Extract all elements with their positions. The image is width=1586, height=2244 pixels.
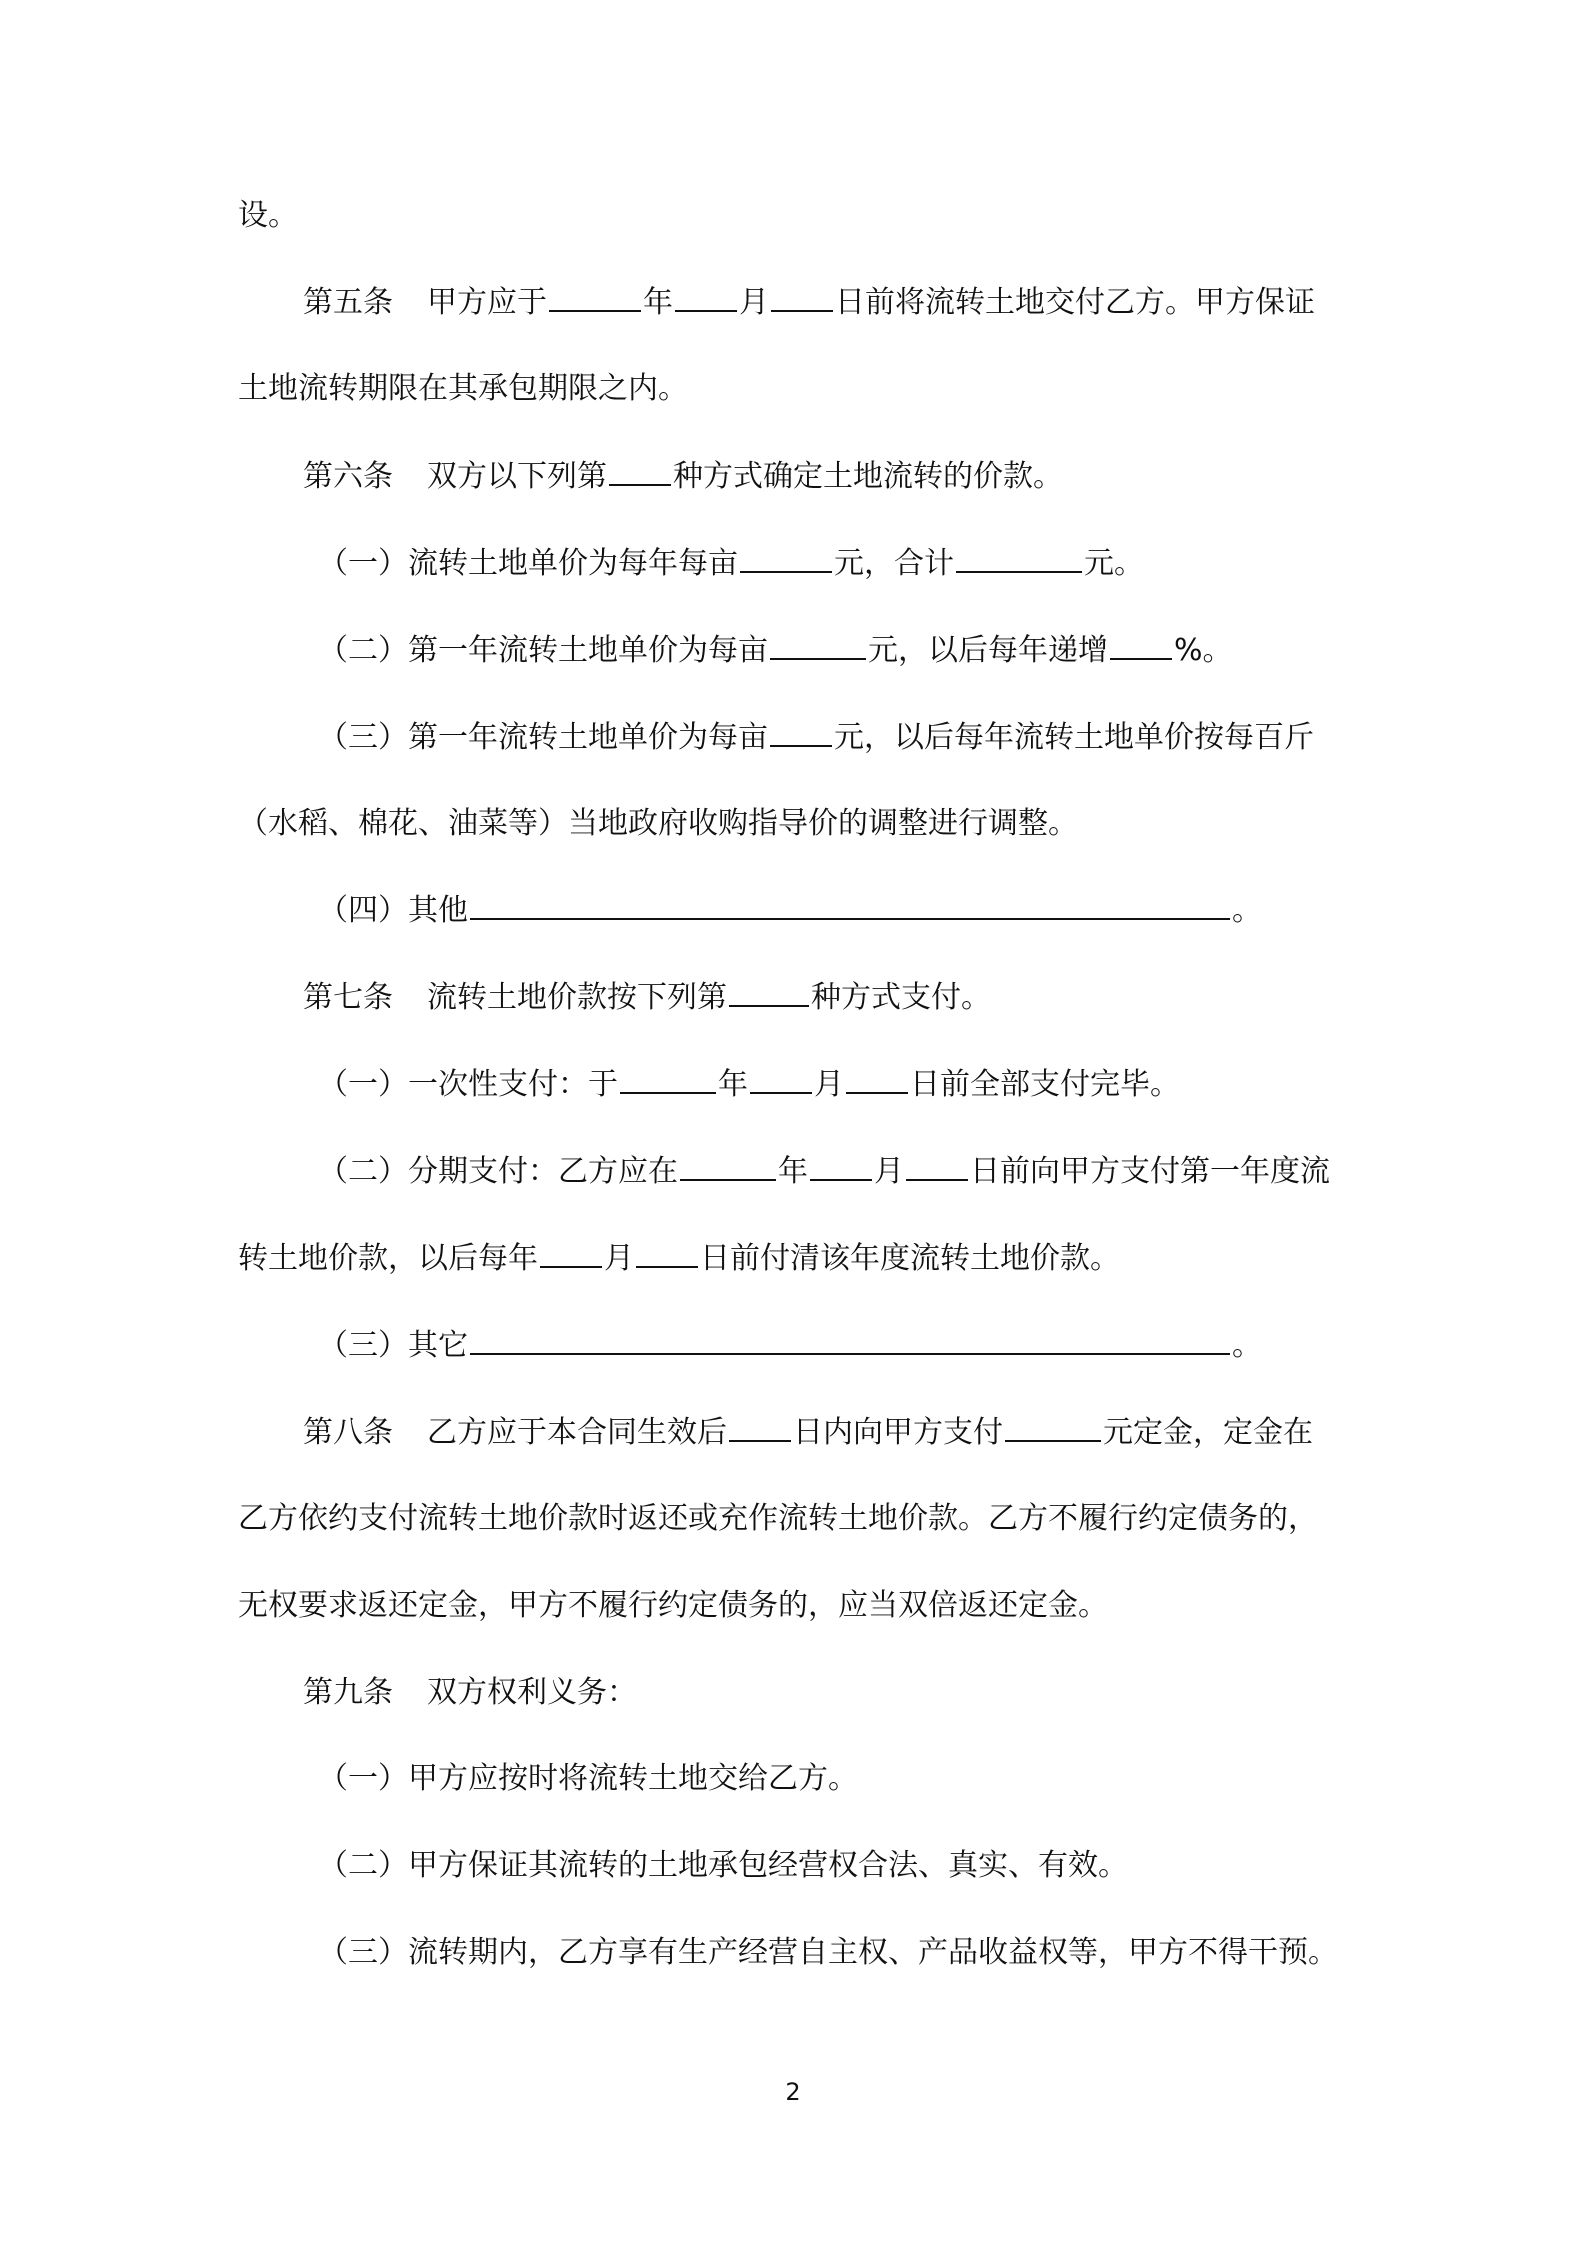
text: （水稻、棉花、油菜等）当地政府收购指导价的调整进行调整。 xyxy=(238,806,1078,841)
text: 日前付清该年度流转土地价款。 xyxy=(700,1241,1120,1276)
text: 双方以下列第 xyxy=(427,459,607,494)
clause-line xyxy=(318,1844,1378,1888)
text: （一）流转土地单价为每年每亩 xyxy=(318,546,738,581)
blank-field[interactable] xyxy=(609,454,671,486)
text: 。 xyxy=(1232,1328,1262,1363)
text-line xyxy=(238,1497,1378,1541)
blank-field[interactable] xyxy=(470,1323,1230,1355)
article-label: 第八条 xyxy=(303,1415,393,1450)
blank-field[interactable] xyxy=(770,628,866,660)
text: 日前将流转土地交付乙方。甲方保证 xyxy=(835,285,1315,320)
text: 元，以后每年流转土地单价按每百斤 xyxy=(834,720,1314,755)
text: 元。 xyxy=(1084,546,1144,581)
blank-field[interactable] xyxy=(470,888,1230,920)
text: 日前向甲方支付第一年度流 xyxy=(970,1154,1330,1189)
article-label: 第五条 xyxy=(303,285,393,320)
text: 土地流转期限在其承包期限之内。 xyxy=(238,371,688,406)
clause-line xyxy=(318,541,1378,585)
text: 年 xyxy=(643,285,673,320)
blank-field[interactable] xyxy=(675,280,737,312)
blank-field[interactable] xyxy=(636,1236,698,1268)
blank-field[interactable] xyxy=(740,541,832,573)
text: 双方权利义务： xyxy=(427,1675,637,1710)
text: （三）第一年流转土地单价为每亩 xyxy=(318,720,768,755)
blank-field[interactable] xyxy=(1110,628,1172,660)
text: 年 xyxy=(718,1067,748,1102)
text: 乙方依约支付流转土地价款时返还或充作流转土地价款。乙方不履行约定债务的， xyxy=(238,1501,1318,1536)
text: 种方式确定土地流转的价款。 xyxy=(673,459,1063,494)
blank-field[interactable] xyxy=(771,280,833,312)
page-number: 2 xyxy=(785,2078,801,2106)
clause-line xyxy=(318,628,1378,672)
blank-field[interactable] xyxy=(750,1062,812,1094)
text: 种方式支付。 xyxy=(811,980,991,1015)
article-7 xyxy=(303,975,1378,1019)
text: 乙方应于本合同生效后 xyxy=(427,1415,727,1450)
blank-field[interactable] xyxy=(729,975,809,1007)
text: 月 xyxy=(874,1154,904,1189)
text: （四）其他 xyxy=(318,893,468,928)
blank-field[interactable] xyxy=(1005,1410,1101,1442)
text-line xyxy=(238,1584,1378,1628)
clause-line xyxy=(318,1931,1378,1975)
text: 。 xyxy=(1232,893,1262,928)
text: 元定金，定金在 xyxy=(1103,1415,1313,1450)
clause-line xyxy=(318,888,1378,932)
text: （二）甲方保证其流转的土地承包经营权合法、真实、有效。 xyxy=(318,1848,1128,1883)
article-6 xyxy=(303,454,1378,498)
blank-field[interactable] xyxy=(956,541,1082,573)
blank-field[interactable] xyxy=(906,1149,968,1181)
text: 设。 xyxy=(238,198,298,233)
text: 月 xyxy=(739,285,769,320)
text: （三）流转期内，乙方享有生产经营自主权、产品收益权等，甲方不得干预。 xyxy=(318,1935,1338,1970)
text-line xyxy=(238,802,1378,846)
text: 转土地价款，以后每年 xyxy=(238,1241,538,1276)
text: 流转土地价款按下列第 xyxy=(427,980,727,1015)
clause-line xyxy=(318,1757,1378,1801)
blank-field[interactable] xyxy=(620,1062,716,1094)
text: %。 xyxy=(1174,633,1233,668)
blank-field[interactable] xyxy=(810,1149,872,1181)
article-label: 第七条 xyxy=(303,980,393,1015)
text: 无权要求返还定金，甲方不履行约定债务的，应当双倍返还定金。 xyxy=(238,1588,1108,1623)
clause-line xyxy=(318,1149,1378,1193)
blank-field[interactable] xyxy=(770,715,832,747)
clause-line xyxy=(318,1062,1378,1106)
text-line xyxy=(238,367,1378,411)
clause-line xyxy=(318,715,1378,759)
blank-field[interactable] xyxy=(540,1236,602,1268)
text: 甲方应于 xyxy=(427,285,547,320)
text: （二）分期支付：乙方应在 xyxy=(318,1154,678,1189)
article-5 xyxy=(303,280,1378,324)
blank-field[interactable] xyxy=(680,1149,776,1181)
text: 年 xyxy=(778,1154,808,1189)
clause-line xyxy=(318,1323,1378,1367)
article-label: 第六条 xyxy=(303,459,393,494)
text: 日内向甲方支付 xyxy=(793,1415,1003,1450)
text: 元，以后每年递增 xyxy=(868,633,1108,668)
blank-field[interactable] xyxy=(549,280,641,312)
text: 元，合计 xyxy=(834,546,954,581)
text: （三）其它 xyxy=(318,1328,468,1363)
article-8 xyxy=(303,1410,1378,1454)
blank-field[interactable] xyxy=(729,1410,791,1442)
blank-field[interactable] xyxy=(846,1062,908,1094)
article-9 xyxy=(303,1671,1378,1715)
article-label: 第九条 xyxy=(303,1675,393,1710)
text: 月 xyxy=(814,1067,844,1102)
text: 月 xyxy=(604,1241,634,1276)
text: （一）甲方应按时将流转土地交给乙方。 xyxy=(318,1761,858,1796)
text-line xyxy=(238,1236,1378,1280)
text: 日前全部支付完毕。 xyxy=(910,1067,1180,1102)
text: （一）一次性支付：于 xyxy=(318,1067,618,1102)
text-line xyxy=(238,194,1378,238)
text: （二）第一年流转土地单价为每亩 xyxy=(318,633,768,668)
